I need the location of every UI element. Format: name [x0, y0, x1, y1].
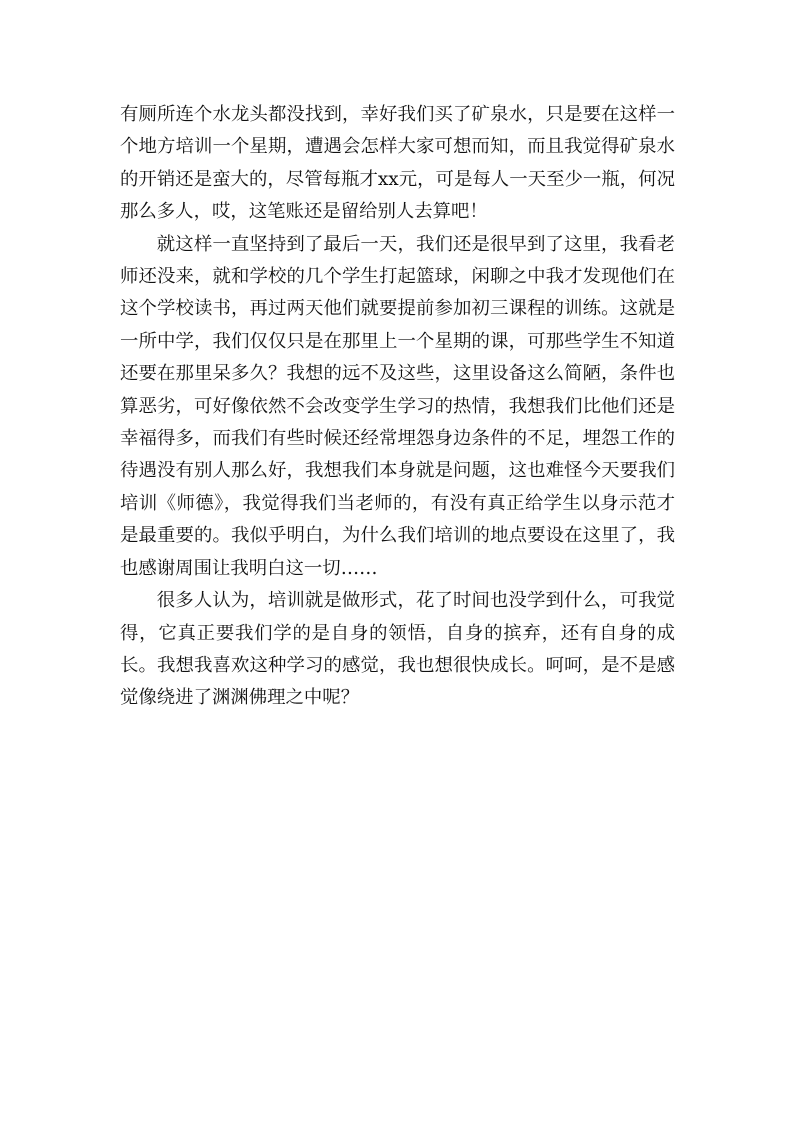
document-body — [120, 99, 675, 715]
paragraph-3: 很多人认为，培训就是做形式，花了时间也没学到什么，可我觉得，它真正要我们学的是自身的领悟，自身的摈弃，还有自身的成长。我想我喜欢这种学习的感觉，我也想很快成长。呵呵，是不是感觉像绕进了渊渊佛理之中呢？ — [120, 590, 675, 709]
paragraph-1: 有厕所连个水龙头都没找到，幸好我们买了矿泉水，只是要在这样一个地方培训一个星期，遭遇会怎样大家可想而知，而且我觉得矿泉水的开销还是蛮大的，尽管每瓶才xx元，可是每人一天至少一瓶，何况那么多人，哎，这笔账还是留给别人去算吧！ — [120, 104, 675, 223]
paragraph-2: 就这样一直坚持到了最后一天，我们还是很早到了这里，我看老师还没来，就和学校的几个学生打起篮球，闲聊之中我才发现他们在这个学校读书，再过两天他们就要提前参加初三课程的训练。这就是一所中学，我们仅仅只是在那里上一个星期的课，可那些学生不知道还要在那里呆多久？我想的远不及这些，这里设备这么简陋，条件也算恶劣，可好像依然不会改变学生学习的热情，我想我们比他们还是幸福得多，而我们有些时候还经常埋怨身边条件的不足，埋怨工作的待遇没有别人那么好，我想我们本身就是问题，这也难怪今天要我们培训《师德》，我觉得我们当老师的，有没有真正给学生以身示范才是最重要的。我似乎明白，为什么我们培训的地点要设在这里了，我也感谢周围让我明白这一切…… — [120, 233, 675, 579]
